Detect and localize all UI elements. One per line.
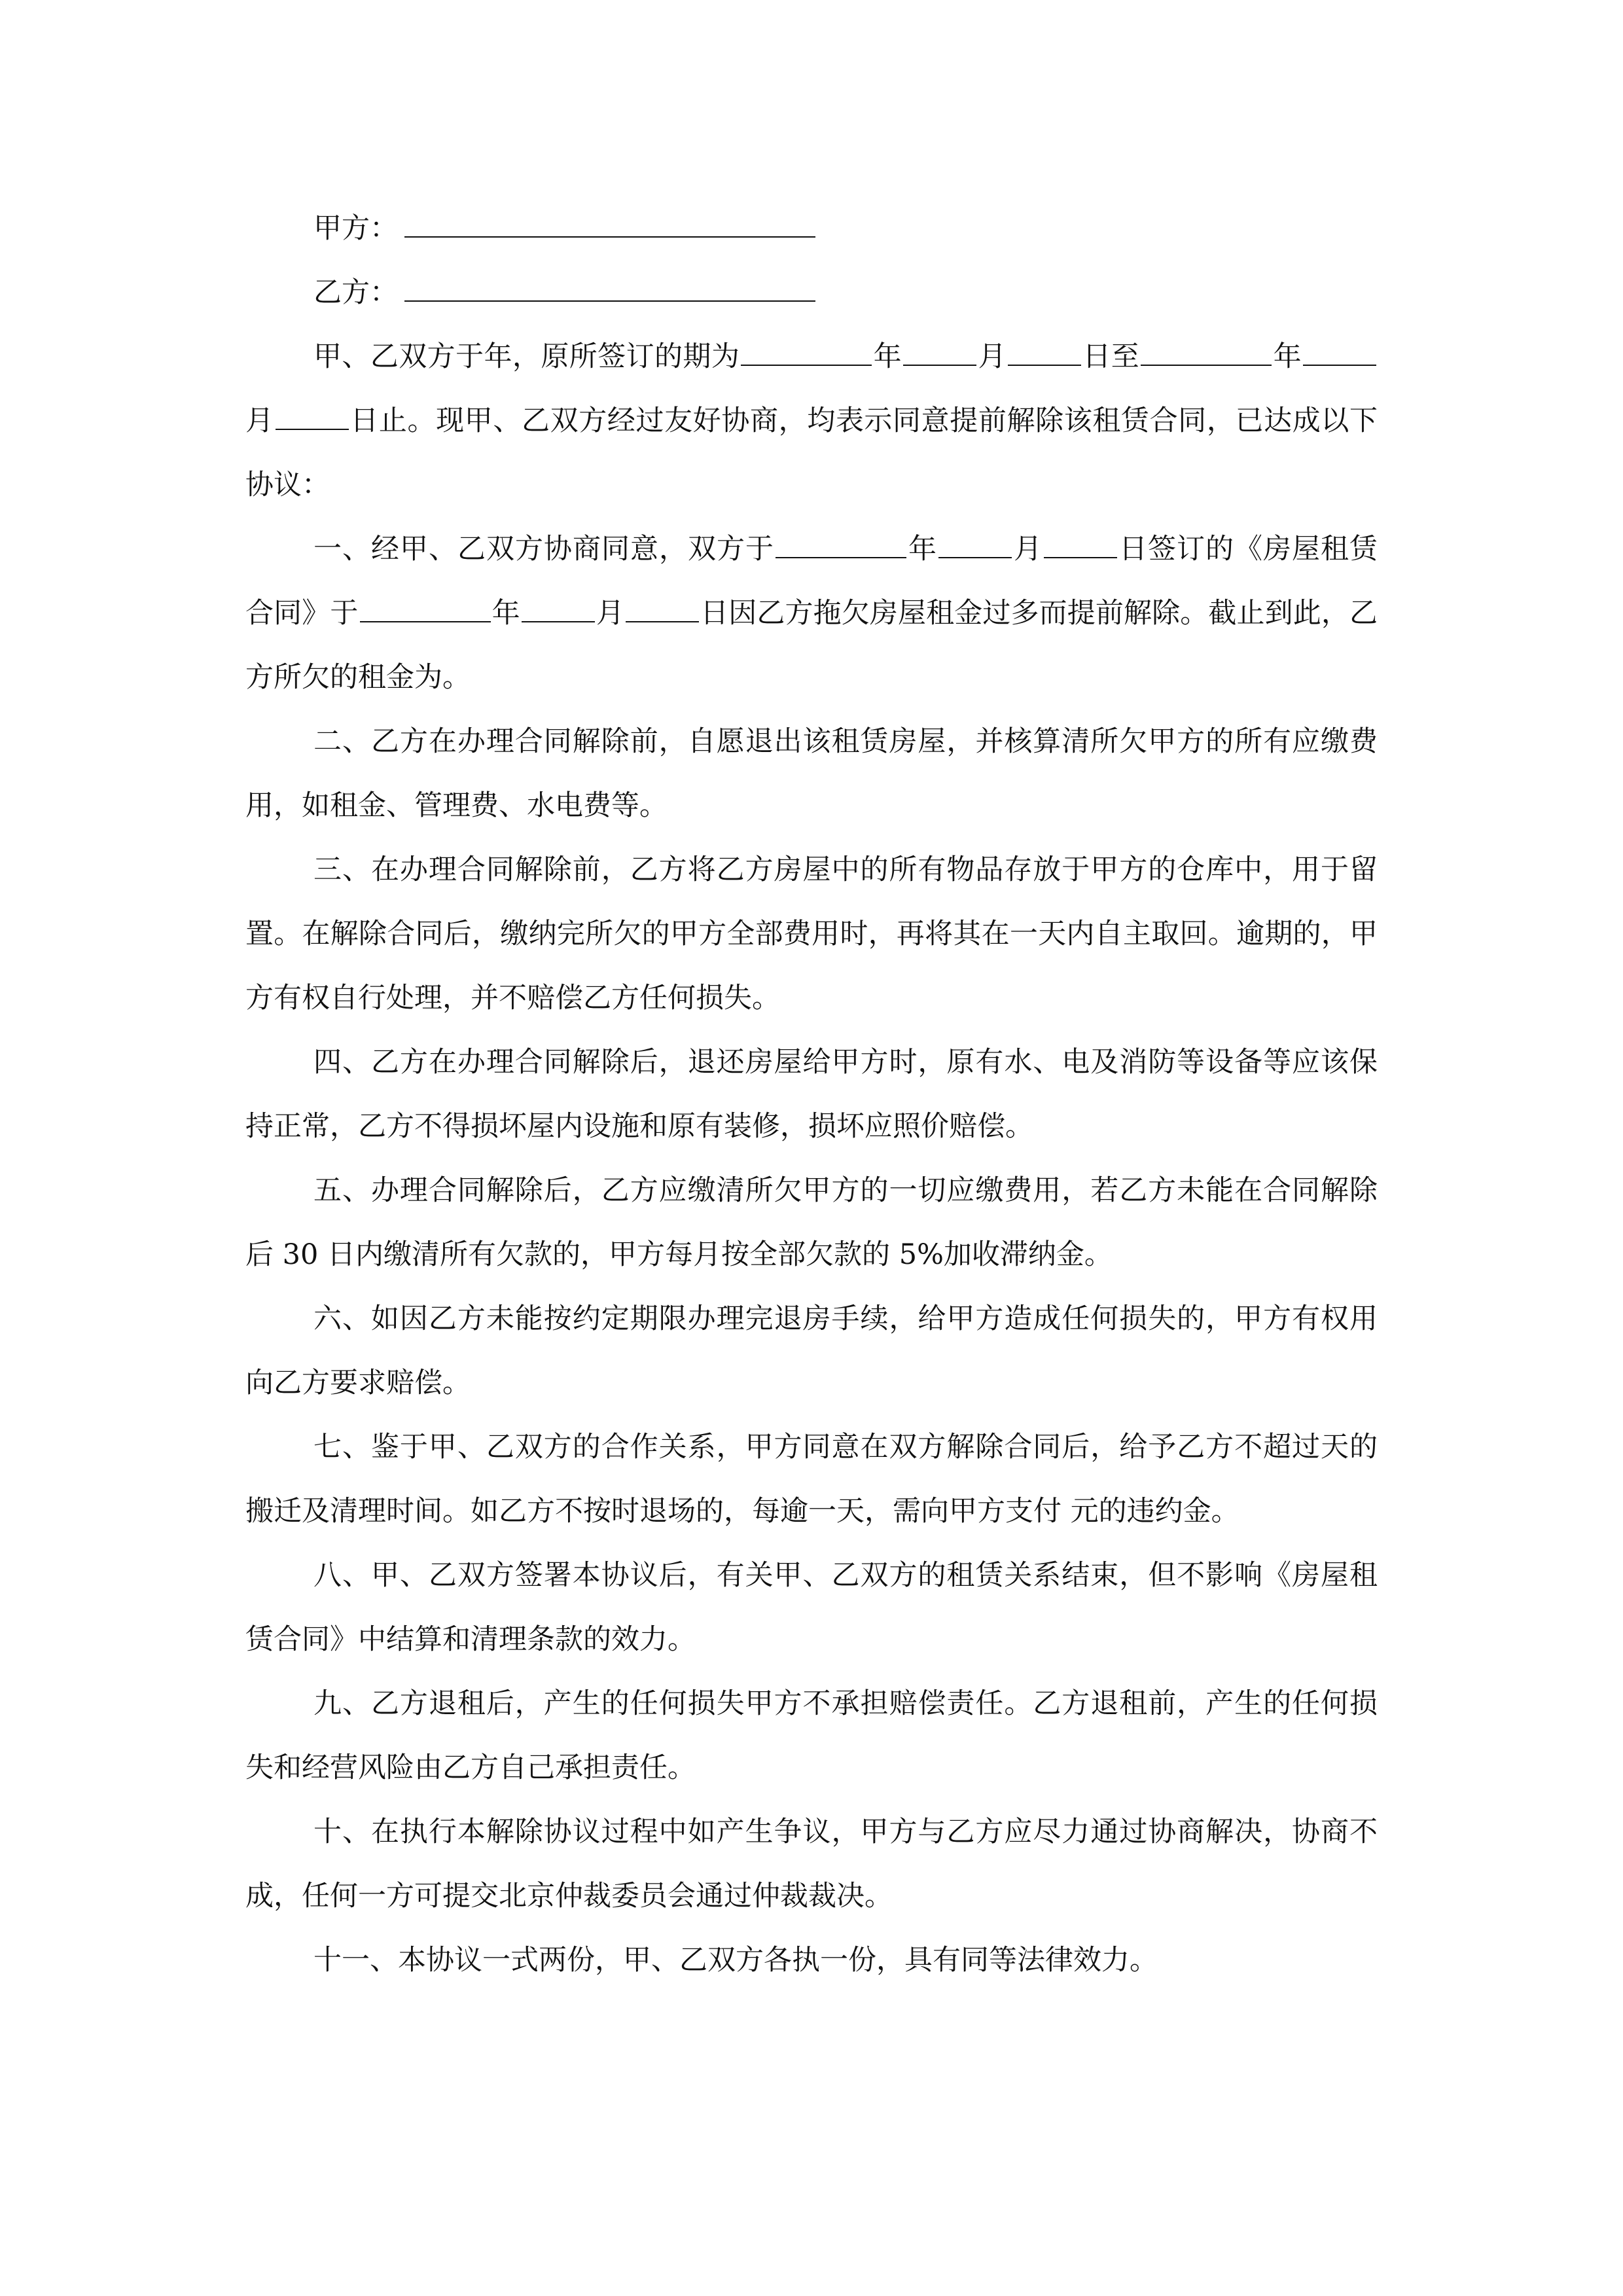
- clause-1: [245, 517, 1378, 709]
- clause-text: 月: [596, 597, 624, 630]
- clause-text: 一、经甲、乙双方协商同意，双方于: [313, 533, 774, 565]
- clause-3: 三、在办理合同解除前，乙方将乙方房屋中的所有物品存放于甲方的仓库中，用于留置。在解除合同后，缴纳完所欠的甲方全部费用时，再将其在一天内自主取回。逾期的，甲方有权自行处理，并不赔偿乙方任何损失。: [245, 853, 1378, 1014]
- intro-text: 日止。现甲、乙双方经过友好协商，均表示同意提前解除该租赁合同，已达成以下协议：: [245, 404, 1378, 501]
- party-a-blank: [404, 198, 815, 238]
- intro-paragraph: [245, 325, 1378, 517]
- clause-11: 十一、本协议一式两份，甲、乙双方各执一份，具有同等法律效力。: [313, 1944, 1158, 1977]
- date-blank: [776, 528, 906, 558]
- clause-5: 五、办理合同解除后，乙方应缴清所欠甲方的一切应缴费用，若乙方未能在合同解除后 30 日内缴清所有欠款的，甲方每月按全部欠款的 5%加收滞纳金。: [245, 1174, 1378, 1271]
- clause-text: 日因乙方拖欠房屋租金过多而提前解除。截止到此，乙方所欠的租金为。: [245, 597, 1378, 694]
- date-blank: [522, 592, 595, 622]
- intro-text: 日至: [1082, 340, 1140, 373]
- document-body: [245, 196, 1378, 1992]
- party-a-line: [245, 196, 1378, 260]
- date-blank: [1303, 336, 1376, 366]
- clause-text: 年: [908, 533, 937, 565]
- date-blank: [360, 592, 491, 622]
- clause-2: 二、乙方在办理合同解除前，自愿退出该租赁房屋，并核算清所欠甲方的所有应缴费用，如租金、管理费、水电费等。: [245, 725, 1378, 822]
- intro-text: 年: [873, 340, 902, 373]
- intro-text: 甲、乙双方于年，原所签订的期为: [313, 340, 740, 373]
- clause-text: 年: [491, 597, 520, 630]
- clause-4: 四、乙方在办理合同解除后，退还房屋给甲方时，原有水、电及消防等设备等应该保持正常，乙方不得损坏屋内设施和原有装修，损坏应照价赔偿。: [245, 1046, 1378, 1143]
- party-b-line: [245, 260, 1378, 325]
- clause-6: 六、如因乙方未能按约定期限办理完退房手续，给甲方造成任何损失的，甲方有权用向乙方要求赔偿。: [245, 1302, 1378, 1399]
- intro-text: 月: [978, 340, 1007, 373]
- date-blank: [741, 336, 872, 366]
- party-b-label: 乙方：: [313, 276, 398, 309]
- date-blank: [1008, 336, 1081, 366]
- date-blank: [1141, 336, 1272, 366]
- clause-10: 十、在执行本解除协议过程中如产生争议，甲方与乙方应尽力通过协商解决，协商不成，任何一方可提交北京仲裁委员会通过仲裁裁决。: [245, 1816, 1378, 1912]
- date-blank: [276, 400, 349, 430]
- date-blank: [938, 528, 1012, 558]
- clause-8: 八、甲、乙双方签署本协议后，有关甲、乙双方的租赁关系结束，但不影响《房屋租赁合同》中结算和清理条款的效力。: [245, 1559, 1378, 1656]
- party-b-blank: [404, 262, 815, 302]
- clause-text: 月: [1013, 533, 1043, 565]
- date-blank: [1044, 528, 1117, 558]
- clause-7: 七、鉴于甲、乙双方的合作关系，甲方同意在双方解除合同后，给予乙方不超过天的搬迁及清理时间。如乙方不按时退场的，每逾一天，需向甲方支付 元的违约金。: [245, 1431, 1378, 1528]
- date-blank: [626, 592, 699, 622]
- intro-text: 年: [1273, 340, 1302, 373]
- party-a-label: 甲方：: [313, 212, 398, 245]
- clause-text: 日签订的《房屋租赁合同》于: [245, 533, 1378, 630]
- intro-text: 月: [245, 404, 274, 437]
- date-blank: [903, 336, 976, 366]
- clause-9: 九、乙方退租后，产生的任何损失甲方不承担赔偿责任。乙方退租前，产生的任何损失和经营风险由乙方自己承担责任。: [245, 1687, 1378, 1784]
